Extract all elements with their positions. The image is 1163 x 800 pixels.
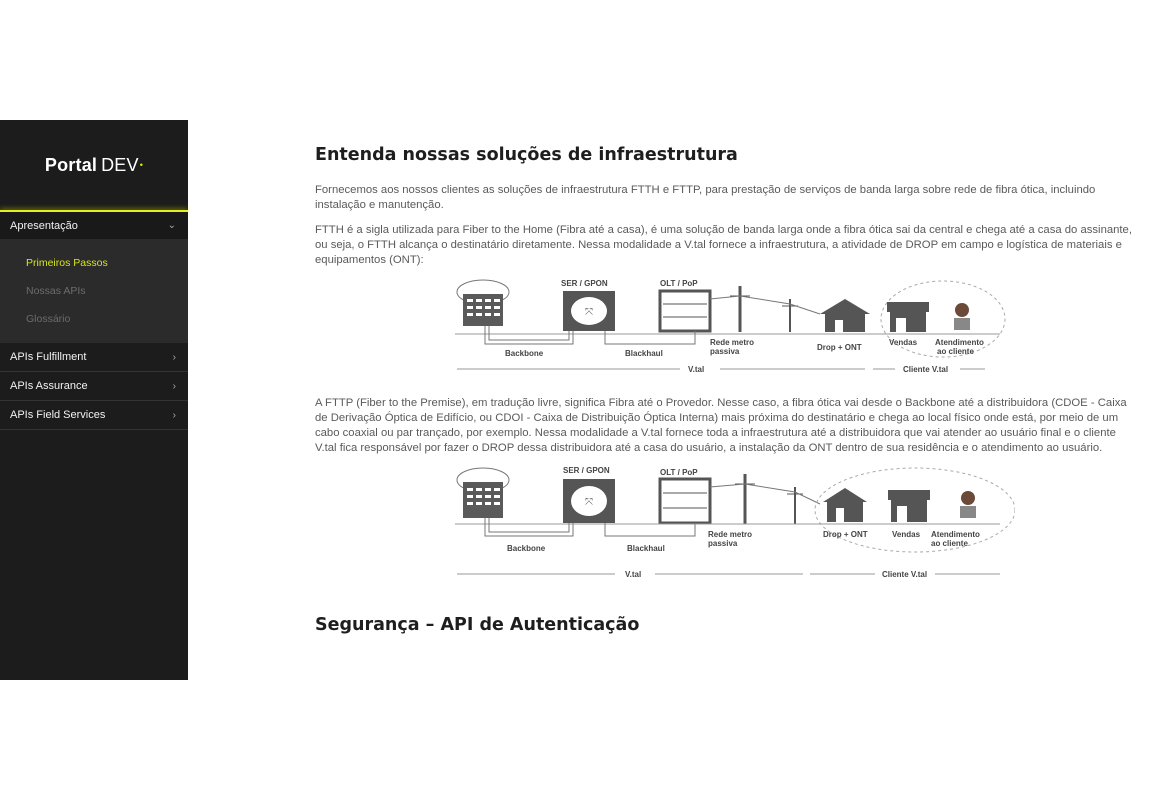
label-passiva: passiva [710,347,740,356]
label-backbone: Backbone [505,349,544,358]
svg-text:⤧: ⤧ [585,307,593,318]
label-vtal: V.tal [688,365,705,374]
label-olt-pop: OLT / PoP [660,468,698,477]
section-label: APIs Assurance [10,380,88,392]
label-atendimento: Atendimento [931,530,980,539]
fttp-diagram [455,462,1015,587]
label-passiva: passiva [708,539,738,548]
label-olt-pop: OLT / PoP [660,279,698,288]
label-cliente-vtal: Cliente V.tal [903,365,949,374]
logo-dot: • [139,160,144,170]
label-atendimento: Atendimento [935,338,984,347]
chevron-right-icon: › [172,409,176,421]
sidebar-section-apresentacao[interactable] [0,212,188,239]
sidebar-item-primeiros-passos[interactable]: Primeiros Passos [26,257,108,269]
section-label: APIs Fulfillment [10,351,87,363]
portal-dev-logo[interactable] [0,120,188,210]
label-drop-ont: Drop + ONT [817,343,862,352]
sidebar-item-nossas-apis[interactable]: Nossas APIs [26,285,86,297]
label-vendas: Vendas [892,530,921,539]
sidebar-item-glossario[interactable]: Glossário [26,313,71,325]
label-blackhaul: Blackhaul [625,349,663,358]
cloud-datacenter-icon [457,280,509,326]
label-ser-gpon: SER / GPON [563,466,610,475]
logo-bold: Portal [44,154,98,175]
label-ser-gpon: SER / GPON [561,279,608,288]
label-cliente-vtal: Cliente V.tal [882,570,928,579]
chevron-right-icon: › [172,351,176,363]
label-backbone: Backbone [507,544,546,553]
label-rede-metro: Rede metro [710,338,755,347]
sidebar-section-apis-assurance[interactable] [0,372,188,401]
section-label: APIs Field Services [10,409,106,421]
label-blackhaul: Blackhaul [627,544,665,553]
sidebar-section-apis-field-services[interactable] [0,401,188,430]
label-drop-ont: Drop + ONT [823,530,868,539]
ftth-paragraph: FTTH é a sigla utilizada para Fiber to the Home (Fibra até a casa), é uma solução de banda larga onde a fibra ótica sai da central e chega até a casa do assinante, ou seja, o FTTH alcança o destinatário diretamente. Nessa modalidade a V.tal fornece a infraestrutura, a atividade de DROP em campo e logística de materiais e equipamentos (ONT): [315,224,1132,266]
sidebar [0,120,188,680]
label-vtal: V.tal [625,570,642,579]
section-label: Apresentação [10,219,78,232]
svg-text:⤧: ⤧ [585,497,593,508]
ftth-diagram [455,274,1015,384]
chevron-right-icon: › [172,380,176,392]
label-rede-metro: Rede metro [708,530,753,539]
logo-light: DEV [101,154,139,175]
label-ao-cliente: ao cliente [937,347,974,356]
main-content [315,145,1135,635]
label-vendas: Vendas [889,338,918,347]
chevron-down-icon: ⌄ [167,220,176,231]
apresentacao-submenu [0,239,188,343]
sidebar-section-apis-fulfillment[interactable] [0,343,188,372]
intro-paragraph: Fornecemos aos nossos clientes as soluções de infraestrutura FTTH e FTTP, para prestação de serviços de banda larga sobre rede de fibra ótica, incluindo instalação e manutenção. [315,184,1096,211]
page-title: Entenda nossas soluções de infraestrutura [315,145,738,165]
fttp-diagram-graphic [455,462,1015,587]
label-ao-cliente: ao cliente [931,539,968,548]
section-title-seguranca: Segurança – API de Autenticação [315,615,640,635]
fttp-paragraph: A FTTP (Fiber to the Premise), em tradução livre, significa Fibra até o Provedor. Nesse caso, a fibra ótica vai desde o Backbone até a distribuidora (CDOE - Caixa de Derivação Óptica de Edifício, ou CDOI - Caixa de Distribuição Óptica Interna) mais próxima do destinatário e chega ao local físico onde está, por meio de um cabo coaxial ou par trançado, por exemplo. Nessa modalidade a V.tal fornece toda a infraestrutura até a distribuidora que vai atender ao usuário final e o cliente V.tal fica responsável por fazer o DROP dessa distribuidora até a casa do usuário, a instalação da ONT dentro de sua residência e o atendimento ao usuário. [315,397,1127,454]
